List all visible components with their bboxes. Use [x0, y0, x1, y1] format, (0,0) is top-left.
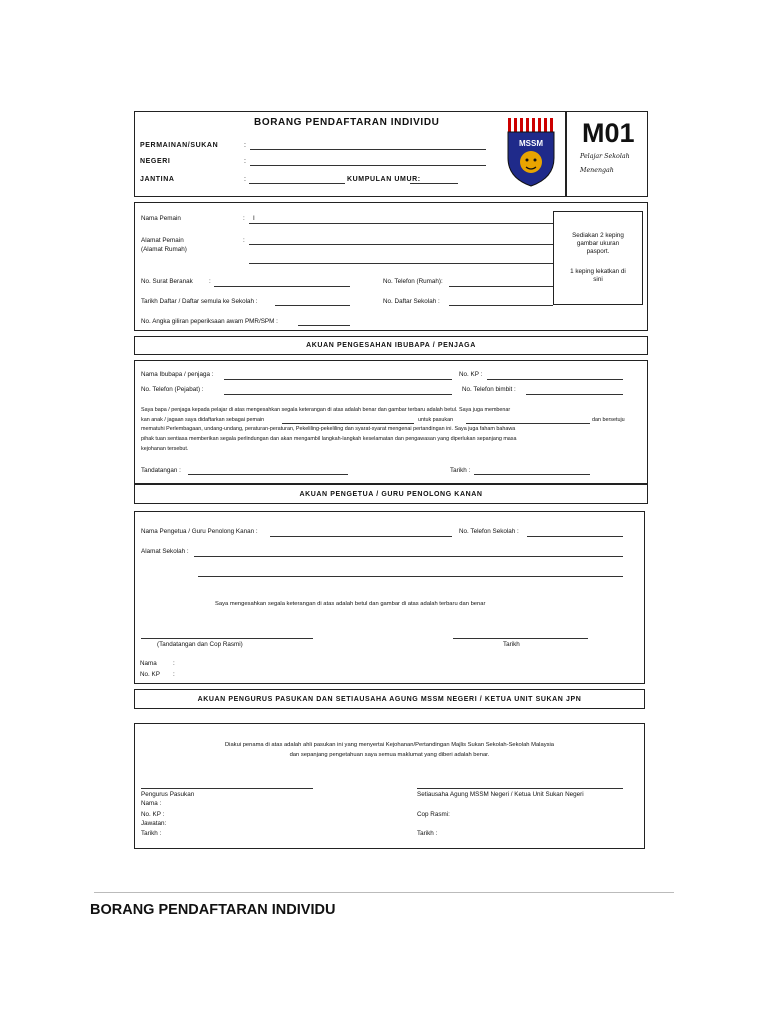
alamat-sekolah-input-2[interactable]: [198, 576, 623, 577]
label-cop-rasmi: Cop Rasmi:: [417, 811, 450, 818]
parent-statement-4: pihak tuan sentiasa memberikan segala perlindungan dan akan mengambil langkah-langkah keselamatan dan pengawasan yang diperlukan sepanjang masa: [141, 436, 517, 442]
label-nama-ibubapa: Nama Ibubapa / penjaga :: [141, 371, 214, 378]
label-setiausaha: Setiausaha Agung MSSM Negeri / Ketua Unit Sukan Negeri: [417, 791, 584, 798]
svg-text:MSSM: MSSM: [519, 139, 543, 148]
label-parent-tarikh: Tarikh :: [450, 467, 471, 474]
colon: :: [243, 215, 245, 222]
nama-pemain-value[interactable]: I: [253, 215, 255, 222]
label-alamat: Alamat Pemain: [141, 237, 184, 244]
ibubapa-kp-input[interactable]: [487, 379, 623, 380]
alamat-sekolah-input-1[interactable]: [194, 556, 623, 557]
label-principal-tarikh: Tarikh: [503, 641, 520, 648]
pasukan-input[interactable]: [466, 423, 590, 424]
label-nama-pengetua: Nama Pengetua / Guru Penolong Kanan :: [141, 528, 258, 535]
alamat-input-1[interactable]: [249, 244, 553, 245]
label-principal-tandatangan: (Tandatangan dan Cop Rasmi): [157, 641, 243, 648]
label-parent-tandatangan: Tandatangan :: [141, 467, 181, 474]
parent-statement-2b: untuk pasukan: [418, 417, 454, 423]
label-pengurus: Pengurus Pasukan: [141, 791, 195, 798]
label-tel-pejabat: No. Telefon (Pejabat) :: [141, 386, 204, 393]
principal-tarikh-input[interactable]: [453, 638, 588, 639]
nama-pemain-input[interactable]: [249, 223, 553, 224]
form-code-sub-2: Menengah: [580, 167, 614, 174]
label-manager-jawatan: Jawatan:: [141, 820, 167, 827]
colon: :: [243, 237, 245, 244]
parent-statement-2c: dan bersetuju: [592, 417, 625, 423]
negeri-input[interactable]: [250, 165, 486, 166]
nama-ibubapa-input[interactable]: [224, 379, 452, 380]
kumpulan-umur-input[interactable]: [410, 183, 458, 184]
label-sukan: PERMAINAN/SUKAN: [140, 142, 219, 149]
label-alamat-sekolah: Alamat Sekolah :: [141, 548, 189, 555]
label-angka-giliran: No. Angka giliran peperiksaan awam PMR/SPM :: [141, 318, 278, 325]
sukan-input[interactable]: [250, 149, 486, 150]
parent-tandatangan-input[interactable]: [188, 474, 348, 475]
parent-statement-5: kejohanan tersebut.: [141, 446, 189, 452]
no-daftar-input[interactable]: [449, 305, 553, 306]
colon: :: [244, 158, 246, 165]
alamat-input-2[interactable]: [249, 263, 553, 264]
colon: :: [209, 278, 211, 285]
tarikh-daftar-input[interactable]: [275, 305, 350, 306]
label-manager-nama: Nama :: [141, 800, 162, 807]
parent-statement-1: Saya bapa / penjaga kepada pelajar di atas mengesahkan segala keterangan di atas adalah benar dan gambar terbaru adalah betul. Saya juga membenar: [141, 407, 511, 413]
label-tel-sekolah: No. Telefon Sekolah :: [459, 528, 519, 535]
parent-tarikh-input[interactable]: [474, 474, 590, 475]
label-tel-bimbit: No. Telefon bimbit :: [462, 386, 516, 393]
mssm-logo: [506, 116, 556, 188]
manager-heading: AKUAN PENGURUS PASUKAN DAN SETIAUSAHA AGUNG MSSM NEGERI / KETUA UNIT SUKAN JPN: [134, 689, 645, 709]
principal-heading: AKUAN PENGETUA / GURU PENOLONG KANAN: [134, 484, 648, 504]
form-code-sub-1: Pelajar Sekolah: [580, 153, 630, 160]
photo-note-1: Sediakan 2 keping gambar ukuran pasport.: [572, 232, 624, 255]
label-telefon-rumah: No. Telefon (Rumah):: [383, 278, 443, 285]
setiausaha-signature-input[interactable]: [417, 788, 623, 789]
tel-bimbit-input[interactable]: [526, 394, 623, 395]
colon: :: [244, 142, 246, 149]
pengurus-signature-input[interactable]: [141, 788, 313, 789]
label-manager-tarikh: Tarikh :: [141, 830, 162, 837]
form-title: BORANG PENDAFTARAN INDIVIDU: [254, 117, 440, 128]
photo-box[interactable]: [553, 211, 643, 305]
label-nama-pemain: Nama Pemain: [141, 215, 181, 222]
colon: :: [244, 176, 246, 183]
parent-statement-2a: kan anak / jagaan saya didaftarkan sebagai pemain: [141, 417, 265, 423]
label-no-daftar: No. Daftar Sekolah :: [383, 298, 440, 305]
label-alamat-sub: (Alamat Rumah): [141, 246, 187, 253]
label-tarikh-daftar: Tarikh Daftar / Daftar semula ke Sekolah :: [141, 298, 258, 305]
principal-tandatangan-input[interactable]: [141, 638, 313, 639]
parent-heading: AKUAN PENGESAHAN IBUBAPA / PENJAGA: [134, 336, 648, 355]
page-divider: [94, 892, 674, 893]
principal-statement: Saya mengesahkan segala keterangan di atas adalah betul dan gambar di atas adalah terbaru dan benar: [215, 601, 486, 607]
telefon-rumah-input[interactable]: [449, 286, 553, 287]
logo-stripes: [508, 118, 553, 132]
manager-statement-1: Diakui penama di atas adalah ahli pasukan ini yang menyertai Kejohanan/Pertandingan Majlis Sukan Sekolah-Sekolah Malaysia: [224, 742, 555, 748]
label-negeri: NEGERI: [140, 158, 171, 165]
jantina-input[interactable]: [249, 183, 345, 184]
label-jantina: JANTINA: [140, 176, 175, 183]
colon: :: [173, 660, 175, 667]
photo-note-2: 1 keping lekatkan di sini: [570, 268, 626, 283]
parent-statement-3: mematuhi Perlembagaan, undang-undang, peraturan-peraturan, Pekeliling-pekeliling dan syarat-syarat mengenai pertandingan ini. Saya juga faham bahawa: [141, 426, 516, 432]
manager-statement-2: dan sepanjang pengetahuan saya semua maklumat yang diberi adalah benar.: [289, 752, 490, 758]
tel-pejabat-input[interactable]: [224, 394, 452, 395]
label-principal-kp: No. KP: [140, 671, 160, 678]
surat-beranak-input[interactable]: [214, 286, 350, 287]
label-manager-kp: No. KP :: [141, 811, 165, 818]
label-ibubapa-kp: No. KP :: [459, 371, 483, 378]
pemain-sukan-input[interactable]: [282, 423, 414, 424]
page-bottom-title: BORANG PENDAFTARAN INDIVIDU: [90, 902, 336, 918]
label-principal-nama: Nama: [140, 660, 157, 667]
tel-sekolah-input[interactable]: [527, 536, 623, 537]
label-surat-beranak: No. Surat Beranak: [141, 278, 193, 285]
form-code: M01: [582, 118, 635, 148]
label-setiausaha-tarikh: Tarikh :: [417, 830, 438, 837]
label-kumpulan-umur: KUMPULAN UMUR:: [347, 176, 421, 183]
angka-giliran-input[interactable]: [298, 325, 350, 326]
nama-pengetua-input[interactable]: [270, 536, 452, 537]
colon: :: [173, 671, 175, 678]
